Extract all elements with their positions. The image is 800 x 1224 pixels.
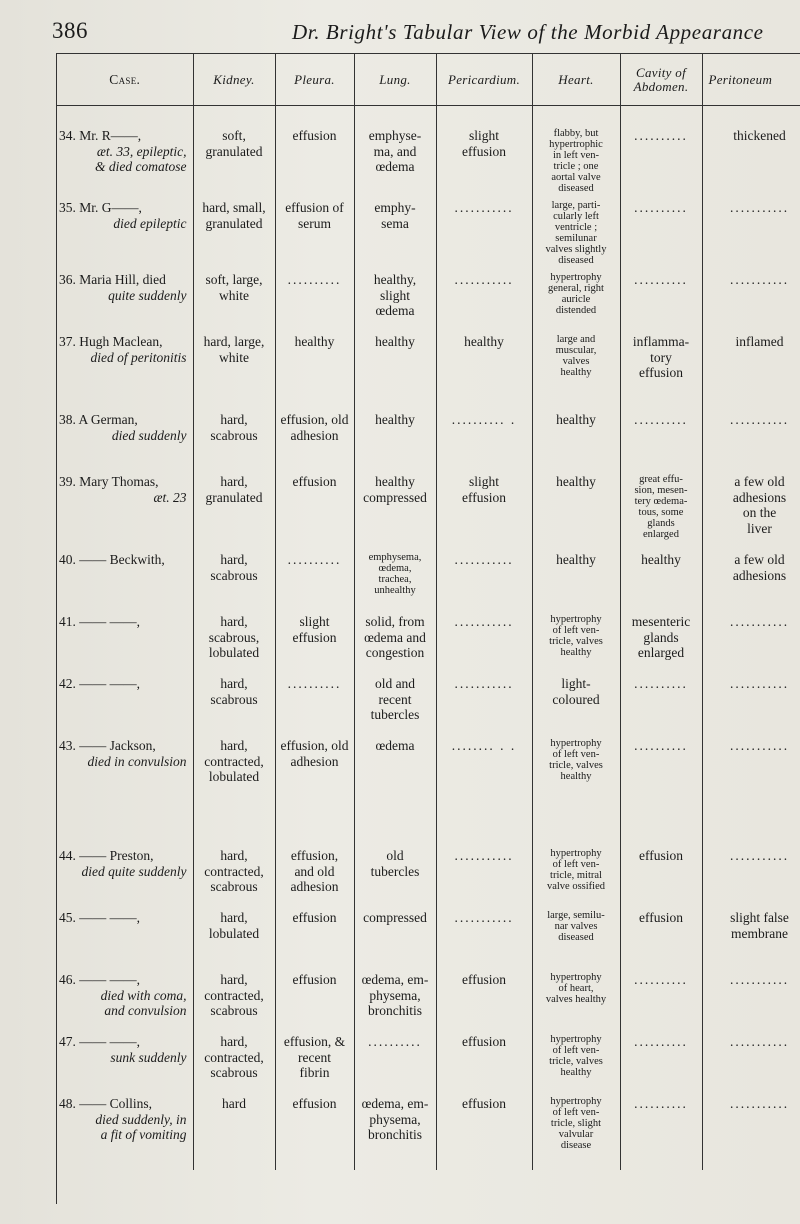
abdomen-text: great effu- sion, mesen- tery œdema- tous, some glands enlarged xyxy=(634,474,688,540)
kidney-cell xyxy=(193,1090,275,1170)
table-row xyxy=(57,468,800,546)
pleura-cell xyxy=(275,546,354,608)
heart-cell xyxy=(532,608,620,670)
abdomen-text: inflamma- tory effusion xyxy=(632,334,690,380)
case-label: 36. Maria Hill, died xyxy=(59,272,166,287)
kidney-text: hard, scabrous xyxy=(210,552,258,583)
case-label: 44. —— Preston, xyxy=(59,848,154,863)
heart-cell xyxy=(532,266,620,328)
peritoneum-text: a few old adhesions xyxy=(732,552,787,583)
case-cell xyxy=(57,194,193,266)
pleura-cell xyxy=(275,266,354,328)
case-note: died quite suddenly xyxy=(81,863,187,879)
kidney-cell xyxy=(193,328,275,406)
kidney-cell xyxy=(193,266,275,328)
case-cell xyxy=(57,1028,193,1090)
heart-text: hypertrophy general, right auricle distended xyxy=(548,272,604,316)
kidney-text: hard, scabrous xyxy=(210,412,258,443)
abdomen-text: mesenteric glands enlarged xyxy=(631,614,691,660)
lung-text: œdema, em- physema, bronchitis xyxy=(361,1096,429,1142)
pericardium-text: ........... xyxy=(454,614,514,629)
kidney-cell xyxy=(193,670,275,732)
abdomen-cell xyxy=(620,608,702,670)
case-note: died suddenly, in a fit of vomiting xyxy=(95,1111,187,1142)
pericardium-cell xyxy=(436,406,532,468)
abdomen-cell xyxy=(620,546,702,608)
lung-cell xyxy=(354,842,436,904)
pericardium-text: ........... xyxy=(454,200,514,215)
lung-text: emphysema, œdema, trachea, unhealthy xyxy=(368,552,422,596)
peritoneum-cell xyxy=(702,608,800,670)
pericardium-cell xyxy=(436,966,532,1028)
heart-text: healthy xyxy=(556,552,596,567)
lung-text: healthy xyxy=(375,334,415,349)
table-row xyxy=(57,966,800,1028)
pleura-cell xyxy=(275,406,354,468)
abdomen-cell xyxy=(620,328,702,406)
pericardium-cell xyxy=(436,546,532,608)
lung-cell xyxy=(354,966,436,1028)
pericardium-text: ........... xyxy=(454,848,514,863)
heart-text: large and muscular, valves healthy xyxy=(555,334,597,378)
pleura-text: effusion, and old adhesion xyxy=(290,848,339,894)
heart-cell xyxy=(532,328,620,406)
case-label: 42. —— ——, xyxy=(59,676,140,691)
lung-text: solid, from œdema and congestion xyxy=(364,614,426,660)
table-row xyxy=(57,194,800,266)
peritoneum-text: ........... xyxy=(729,848,790,863)
abdomen-cell xyxy=(620,732,702,842)
case-label: 35. Mr. G——, xyxy=(59,200,142,215)
pleura-cell xyxy=(275,194,354,266)
pericardium-cell xyxy=(436,904,532,966)
peritoneum-text: ........... xyxy=(729,972,790,987)
table-row xyxy=(57,106,800,195)
abdomen-text: .......... xyxy=(634,272,688,287)
kidney-cell xyxy=(193,194,275,266)
case-note: died in convulsion xyxy=(87,753,187,769)
pericardium-cell xyxy=(436,1028,532,1090)
kidney-cell xyxy=(193,732,275,842)
case-cell xyxy=(57,904,193,966)
table-row xyxy=(57,546,800,608)
pericardium-text: healthy xyxy=(464,334,504,349)
table-row xyxy=(57,670,800,732)
pleura-text: effusion, old adhesion xyxy=(280,738,349,769)
pleura-text: effusion xyxy=(292,1096,337,1111)
case-label: 43. —— Jackson, xyxy=(59,738,156,753)
lung-text: œdema xyxy=(375,738,415,753)
case-note: sunk suddenly xyxy=(110,1049,187,1065)
column-header-kidney: Kidney. xyxy=(193,54,275,106)
heart-text: light- coloured xyxy=(552,676,600,707)
pericardium-text: .......... . xyxy=(451,412,517,427)
case-note: died with coma, and convulsion xyxy=(100,987,187,1018)
abdomen-text: .......... xyxy=(634,676,688,691)
kidney-text: hard, granulated xyxy=(205,474,263,505)
peritoneum-text: ........... xyxy=(729,200,790,215)
pericardium-text: slight effusion xyxy=(462,474,506,505)
abdomen-cell xyxy=(620,904,702,966)
case-note: æt. 33, epileptic, & died comatose xyxy=(95,143,187,174)
table-row xyxy=(57,1090,800,1170)
lung-cell xyxy=(354,670,436,732)
case-label: 41. —— ——, xyxy=(59,614,140,629)
pericardium-cell xyxy=(436,732,532,842)
heart-cell xyxy=(532,106,620,195)
peritoneum-cell xyxy=(702,194,800,266)
peritoneum-text: slight false membrane xyxy=(730,910,789,941)
table-row xyxy=(57,608,800,670)
heart-cell xyxy=(532,1028,620,1090)
kidney-text: hard, contracted, lobulated xyxy=(204,738,264,784)
heart-cell xyxy=(532,546,620,608)
column-header-lung: Lung. xyxy=(354,54,436,106)
lung-cell xyxy=(354,328,436,406)
kidney-text: hard, contracted, scabrous xyxy=(204,848,264,894)
kidney-cell xyxy=(193,966,275,1028)
peritoneum-text: ........... xyxy=(729,1034,790,1049)
heart-cell xyxy=(532,842,620,904)
case-cell xyxy=(57,406,193,468)
pleura-text: effusion, old adhesion xyxy=(280,412,349,443)
pleura-text: effusion xyxy=(292,474,337,489)
lung-cell xyxy=(354,904,436,966)
heart-cell xyxy=(532,966,620,1028)
heart-cell xyxy=(532,670,620,732)
case-cell xyxy=(57,266,193,328)
pleura-text: .......... xyxy=(287,552,342,567)
kidney-text: soft, large, white xyxy=(205,272,263,303)
kidney-text: hard, large, white xyxy=(203,334,265,365)
column-header-pleura: Pleura. xyxy=(275,54,354,106)
abdomen-cell xyxy=(620,1028,702,1090)
pleura-cell xyxy=(275,608,354,670)
pericardium-cell xyxy=(436,106,532,195)
case-note: quite suddenly xyxy=(108,287,187,303)
abdomen-text: .......... xyxy=(634,1096,688,1111)
pericardium-cell xyxy=(436,670,532,732)
pericardium-cell xyxy=(436,842,532,904)
kidney-text: hard, contracted, scabrous xyxy=(204,972,264,1018)
kidney-cell xyxy=(193,468,275,546)
pericardium-text: slight effusion xyxy=(462,128,506,159)
pericardium-cell xyxy=(436,608,532,670)
kidney-text: hard, scabrous, lobulated xyxy=(208,614,260,660)
abdomen-cell xyxy=(620,194,702,266)
abdomen-cell xyxy=(620,406,702,468)
pericardium-text: ........... xyxy=(454,272,514,287)
case-cell xyxy=(57,670,193,732)
lung-text: old tubercles xyxy=(370,848,420,879)
column-header-pericardium: Pericardium. xyxy=(436,54,532,106)
peritoneum-cell xyxy=(702,468,800,546)
peritoneum-cell xyxy=(702,966,800,1028)
lung-text: emphyse- ma, and œdema xyxy=(368,128,422,174)
pleura-text: effusion xyxy=(292,910,337,925)
abdomen-text: healthy xyxy=(641,552,681,567)
heart-cell xyxy=(532,468,620,546)
case-cell xyxy=(57,328,193,406)
pleura-text: .......... xyxy=(287,272,342,287)
peritoneum-cell xyxy=(702,328,800,406)
heart-text: hypertrophy of left ven- tricle, valves healthy xyxy=(549,738,603,782)
pericardium-text: effusion xyxy=(462,1034,506,1049)
column-header-heart: Heart. xyxy=(532,54,620,106)
lung-cell xyxy=(354,266,436,328)
header-row xyxy=(57,54,800,106)
kidney-text: hard xyxy=(222,1096,246,1111)
lung-cell xyxy=(354,608,436,670)
peritoneum-cell xyxy=(702,1028,800,1090)
running-title: Dr. Bright's Tabular View of the Morbid Appearance xyxy=(292,20,764,44)
kidney-text: hard, contracted, scabrous xyxy=(204,1034,264,1080)
peritoneum-cell xyxy=(702,546,800,608)
pleura-text: healthy xyxy=(294,334,335,349)
peritoneum-text: inflamed xyxy=(735,334,784,349)
table-row xyxy=(57,732,800,842)
lung-text: old and recent tubercles xyxy=(370,676,420,722)
heart-text: large, semilu- nar valves diseased xyxy=(547,910,605,943)
pleura-text: effusion of serum xyxy=(285,200,344,231)
lung-text: healthy xyxy=(375,412,415,427)
pleura-cell xyxy=(275,468,354,546)
abdomen-text: .......... xyxy=(634,1034,688,1049)
lung-cell xyxy=(354,1090,436,1170)
pericardium-text: ........ . . xyxy=(451,738,517,753)
lung-cell xyxy=(354,194,436,266)
column-header-peritoneum: Peritoneum xyxy=(702,54,800,106)
peritoneum-text: a few old adhesions on the liver xyxy=(732,474,787,536)
case-label: 48. —— Collins, xyxy=(59,1096,153,1111)
peritoneum-text: ........... xyxy=(729,738,790,753)
case-cell xyxy=(57,732,193,842)
pleura-cell xyxy=(275,106,354,195)
peritoneum-text: ........... xyxy=(729,272,790,287)
pleura-cell xyxy=(275,732,354,842)
running-head xyxy=(0,14,800,48)
abdomen-text: effusion xyxy=(639,848,683,863)
kidney-cell xyxy=(193,546,275,608)
peritoneum-cell xyxy=(702,1090,800,1170)
column-header-abdomen: Cavity of Abdomen. xyxy=(620,54,702,106)
heart-cell xyxy=(532,904,620,966)
kidney-text: soft, granulated xyxy=(205,128,263,159)
case-label: 40. —— Beckwith, xyxy=(59,552,165,567)
peritoneum-text: ........... xyxy=(729,614,790,629)
case-cell xyxy=(57,468,193,546)
pericardium-cell xyxy=(436,468,532,546)
table-row xyxy=(57,842,800,904)
abdomen-text: .......... xyxy=(634,412,688,427)
lung-text: healthy compressed xyxy=(363,474,427,505)
lung-cell xyxy=(354,106,436,195)
kidney-cell xyxy=(193,608,275,670)
peritoneum-cell xyxy=(702,670,800,732)
kidney-text: hard, scabrous xyxy=(210,676,258,707)
case-note: æt. 23 xyxy=(153,489,187,505)
pleura-cell xyxy=(275,328,354,406)
case-note: died epileptic xyxy=(113,215,187,231)
lung-text: healthy, slight œdema xyxy=(373,272,417,318)
kidney-cell xyxy=(193,904,275,966)
table-row xyxy=(57,328,800,406)
heart-text: hypertrophy of left ven- tricle, valves healthy xyxy=(549,614,603,658)
case-note: died suddenly xyxy=(111,427,187,443)
abdomen-text: .......... xyxy=(634,128,688,143)
pleura-text: effusion xyxy=(292,128,337,143)
abdomen-cell xyxy=(620,842,702,904)
peritoneum-text: ........... xyxy=(729,1096,790,1111)
peritoneum-cell xyxy=(702,904,800,966)
abdomen-cell xyxy=(620,266,702,328)
lung-text: œdema, em- physema, bronchitis xyxy=(361,972,429,1018)
abdomen-text: .......... xyxy=(634,200,688,215)
lung-cell xyxy=(354,468,436,546)
heart-text: flabby, but hypertrophic in left ven- tricle ; one aortal valve diseased xyxy=(549,128,603,194)
kidney-cell xyxy=(193,1028,275,1090)
lung-cell xyxy=(354,406,436,468)
pericardium-text: ........... xyxy=(454,552,514,567)
pleura-text: effusion xyxy=(292,972,337,987)
data-table xyxy=(57,54,800,1170)
abdomen-cell xyxy=(620,106,702,195)
peritoneum-text: ........... xyxy=(729,676,790,691)
kidney-cell xyxy=(193,406,275,468)
peritoneum-cell xyxy=(702,266,800,328)
case-label: 47. —— ——, xyxy=(59,1034,140,1049)
abdomen-text: .......... xyxy=(634,738,688,753)
abdomen-cell xyxy=(620,1090,702,1170)
lung-cell xyxy=(354,732,436,842)
case-label: 45. —— ——, xyxy=(59,910,140,925)
abdomen-cell xyxy=(620,670,702,732)
peritoneum-cell xyxy=(702,842,800,904)
column-header-case: Case. xyxy=(57,54,193,106)
pleura-cell xyxy=(275,670,354,732)
case-label: 37. Hugh Maclean, xyxy=(59,334,163,349)
lung-text: emphy- sema xyxy=(374,200,416,231)
pleura-cell xyxy=(275,904,354,966)
pericardium-cell xyxy=(436,328,532,406)
peritoneum-cell xyxy=(702,406,800,468)
kidney-cell xyxy=(193,106,275,195)
page-number: 386 xyxy=(52,18,88,43)
case-label: 34. Mr. R——, xyxy=(59,128,142,143)
case-label: 46. —— ——, xyxy=(59,972,140,987)
pleura-cell xyxy=(275,966,354,1028)
abdomen-cell xyxy=(620,468,702,546)
heart-text: hypertrophy of left ven- tricle, valves healthy xyxy=(549,1034,603,1078)
table-row xyxy=(57,406,800,468)
abdomen-cell xyxy=(620,966,702,1028)
kidney-text: hard, small, granulated xyxy=(202,200,266,231)
table-row xyxy=(57,266,800,328)
lung-cell xyxy=(354,546,436,608)
lung-text: .......... xyxy=(368,1034,422,1049)
heart-cell xyxy=(532,732,620,842)
case-label: 39. Mary Thomas, xyxy=(59,474,159,489)
peritoneum-text: ........... xyxy=(729,412,790,427)
heart-text: hypertrophy of heart, valves healthy xyxy=(545,972,607,1005)
pericardium-text: effusion xyxy=(462,972,506,987)
heart-text: healthy xyxy=(556,412,596,427)
pleura-cell xyxy=(275,1028,354,1090)
heart-cell xyxy=(532,1090,620,1170)
case-cell xyxy=(57,842,193,904)
pericardium-text: ........... xyxy=(454,676,514,691)
heart-text: large, parti- cularly left ventricle ; semilunar valves slightly diseased xyxy=(545,200,607,266)
pleura-text: effusion, & recent fibrin xyxy=(283,1034,346,1080)
table-row xyxy=(57,904,800,966)
pericardium-text: effusion xyxy=(462,1096,506,1111)
lung-cell xyxy=(354,1028,436,1090)
heart-cell xyxy=(532,194,620,266)
heart-text: hypertrophy of left ven- tricle, mitral valve ossified xyxy=(546,848,606,892)
morbid-appearance-table xyxy=(56,53,800,1204)
case-cell xyxy=(57,106,193,195)
case-label: 38. A German, xyxy=(59,412,138,427)
heart-text: healthy xyxy=(556,474,596,489)
pleura-cell xyxy=(275,1090,354,1170)
case-note: died of peritonitis xyxy=(90,349,187,365)
abdomen-text: effusion xyxy=(639,910,683,925)
case-cell xyxy=(57,608,193,670)
peritoneum-cell xyxy=(702,106,800,195)
kidney-text: hard, lobulated xyxy=(208,910,260,941)
case-cell xyxy=(57,546,193,608)
lung-text: compressed xyxy=(363,910,427,925)
case-cell xyxy=(57,966,193,1028)
case-cell xyxy=(57,1090,193,1170)
heart-text: hypertrophy of left ven- tricle, slight valvular disease xyxy=(550,1096,602,1151)
pleura-text: slight effusion xyxy=(292,614,337,645)
pericardium-cell xyxy=(436,266,532,328)
pleura-text: .......... xyxy=(287,676,342,691)
pericardium-text: ........... xyxy=(454,910,514,925)
pericardium-cell xyxy=(436,1090,532,1170)
peritoneum-cell xyxy=(702,732,800,842)
peritoneum-text: thickened xyxy=(733,128,786,143)
pericardium-cell xyxy=(436,194,532,266)
heart-cell xyxy=(532,406,620,468)
abdomen-text: .......... xyxy=(634,972,688,987)
table-row xyxy=(57,1028,800,1090)
kidney-cell xyxy=(193,842,275,904)
pleura-cell xyxy=(275,842,354,904)
